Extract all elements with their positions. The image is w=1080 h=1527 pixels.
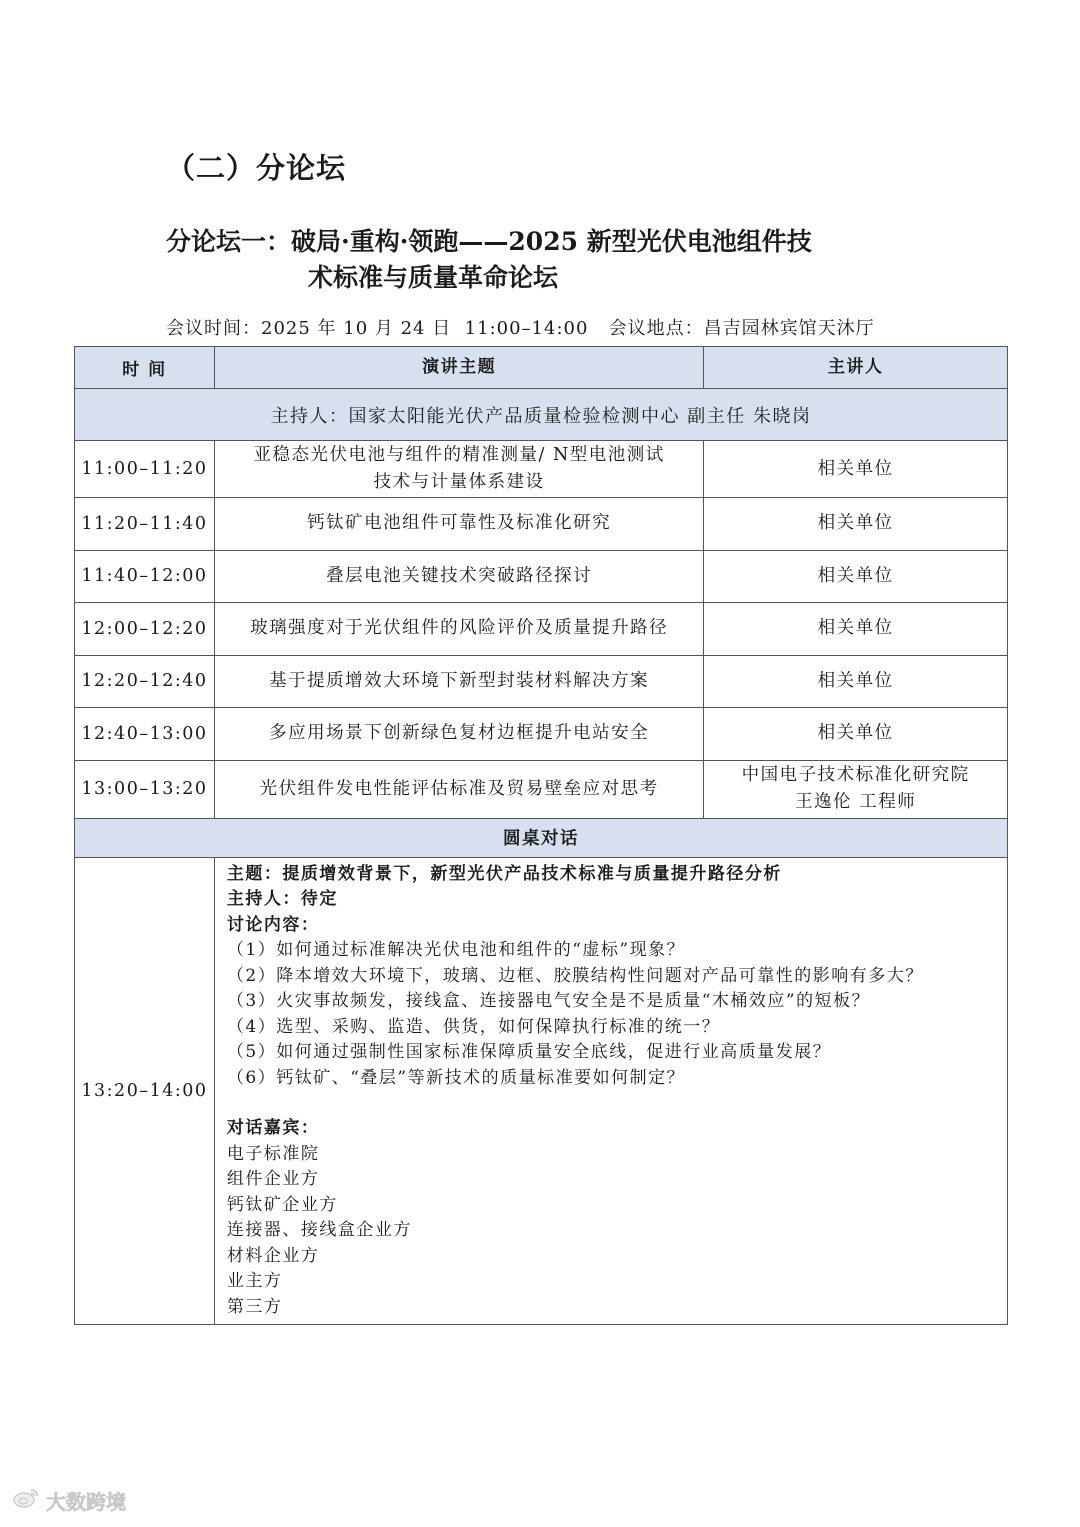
time-cell: 11:20–11:40 <box>75 498 215 551</box>
forum-title <box>166 224 812 296</box>
speaker-cell <box>704 760 1008 818</box>
roundtable-row <box>75 857 1008 1325</box>
header-topic: 演讲主题 <box>214 347 703 389</box>
topic-cell: 基于提质增效大环境下新型封装材料解决方案 <box>214 655 703 708</box>
discussion-item: （4）选型、采购、监造、供货，如何保障执行标准的统一？ <box>226 1016 721 1037</box>
table-row <box>75 441 1008 498</box>
guest-item: 材料企业方 <box>226 1245 320 1266</box>
header-speaker: 主讲人 <box>704 347 1008 389</box>
watermark <box>12 1486 126 1515</box>
watermark-text: 大数跨境 <box>46 1490 126 1514</box>
topic-cell: 光伏组件发电性能评估标准及贸易壁垒应对思考 <box>214 760 703 818</box>
topic-line: 亚稳态光伏电池与组件的精准测量/ N型电池测试 <box>253 445 665 465</box>
guest-item: 第三方 <box>226 1296 283 1317</box>
time-cell: 11:40–12:00 <box>75 550 215 603</box>
speaker-line: 王逸伦 工程师 <box>795 792 917 812</box>
topic-cell: 多应用场景下创新绿色复材边框提升电站安全 <box>214 708 703 761</box>
guest-item: 钙钛矿企业方 <box>226 1194 338 1215</box>
forum-title-line1: 分论坛一：破局·重构·领跑——2025 新型光伏电池组件技 <box>166 227 812 256</box>
table-row <box>75 655 1008 708</box>
table-header-row <box>75 347 1008 389</box>
speaker-cell: 相关单位 <box>704 603 1008 656</box>
roundtable-band-label: 圆桌对话 <box>75 818 1008 857</box>
discussion-item: （3）火灾事故频发，接线盒、连接器电气安全是不是质量“木桶效应”的短板？ <box>226 991 871 1011</box>
topic-line: 技术与计量体系建设 <box>373 472 545 492</box>
speaker-cell: 相关单位 <box>704 441 1008 498</box>
roundtable-band-row <box>75 818 1008 857</box>
guest-item: 组件企业方 <box>226 1169 320 1189</box>
guest-item: 连接器、接线盒企业方 <box>226 1220 412 1240</box>
discussion-item: （1）如何通过标准解决光伏电池和组件的“虚标”现象？ <box>226 940 686 960</box>
section-title: （二）分论坛 <box>166 151 347 185</box>
topic-cell: 钙钛矿电池组件可靠性及标准化研究 <box>214 498 703 551</box>
discussion-label: 讨论内容： <box>226 914 320 935</box>
time-cell: 12:00–12:20 <box>75 603 215 656</box>
discussion-item: （2）降本增效大环境下，玻璃、边框、胶膜结构性问题对产品可靠性的影响有多大？ <box>226 965 924 986</box>
weibo-logo-icon <box>12 1487 40 1514</box>
discussion-item: （5）如何通过强制性国家标准保障质量安全底线，促进行业高质量发展？ <box>226 1042 832 1062</box>
speaker-line: 中国电子技术标准化研究院 <box>741 765 970 785</box>
forum-title-line2: 术标准与质量革命论坛 <box>308 263 559 292</box>
table-row <box>75 498 1008 551</box>
guest-item: 电子标准院 <box>226 1143 320 1164</box>
roundtable-content <box>214 857 1007 1325</box>
time-cell: 13:00–13:20 <box>75 760 215 818</box>
table-row <box>75 603 1008 656</box>
speaker-cell: 相关单位 <box>704 655 1008 708</box>
roundtable-theme: 主题：提质增效背景下，新型光伏产品技术标准与质量提升路径分析 <box>226 863 782 884</box>
table-row <box>75 708 1008 761</box>
time-cell: 12:20–12:40 <box>75 655 215 708</box>
roundtable-time-cell: 13:20–14:00 <box>75 857 215 1325</box>
table-row <box>75 760 1008 818</box>
speaker-cell: 相关单位 <box>704 550 1008 603</box>
time-cell: 11:00–11:20 <box>75 441 215 498</box>
speaker-cell: 相关单位 <box>704 498 1008 551</box>
spacer <box>227 1091 999 1116</box>
time-cell: 12:40–13:00 <box>75 708 215 761</box>
guests-label: 对话嘉宾： <box>226 1118 320 1138</box>
table-row <box>75 550 1008 603</box>
guest-item: 业主方 <box>226 1271 283 1291</box>
agenda-table <box>74 346 1008 1325</box>
meeting-info: 会议时间：2025 年 10 月 24 日 11:00–14:00 会议地点：昌吉园林宾馆天沐厅 <box>166 318 875 339</box>
roundtable-host: 主持人：待定 <box>226 889 338 909</box>
header-time: 时 间 <box>75 347 215 389</box>
host-cell: 主持人：国家太阳能光伏产品质量检验检测中心 副主任 朱晓岗 <box>75 389 1008 441</box>
topic-cell <box>214 441 703 498</box>
speaker-cell: 相关单位 <box>704 708 1008 761</box>
topic-cell: 玻璃强度对于光伏组件的风险评价及质量提升路径 <box>214 603 703 656</box>
discussion-item: （6）钙钛矿、“叠层”等新技术的质量标准要如何制定？ <box>226 1067 686 1088</box>
host-row <box>75 389 1008 441</box>
topic-cell: 叠层电池关键技术突破路径探讨 <box>214 550 703 603</box>
